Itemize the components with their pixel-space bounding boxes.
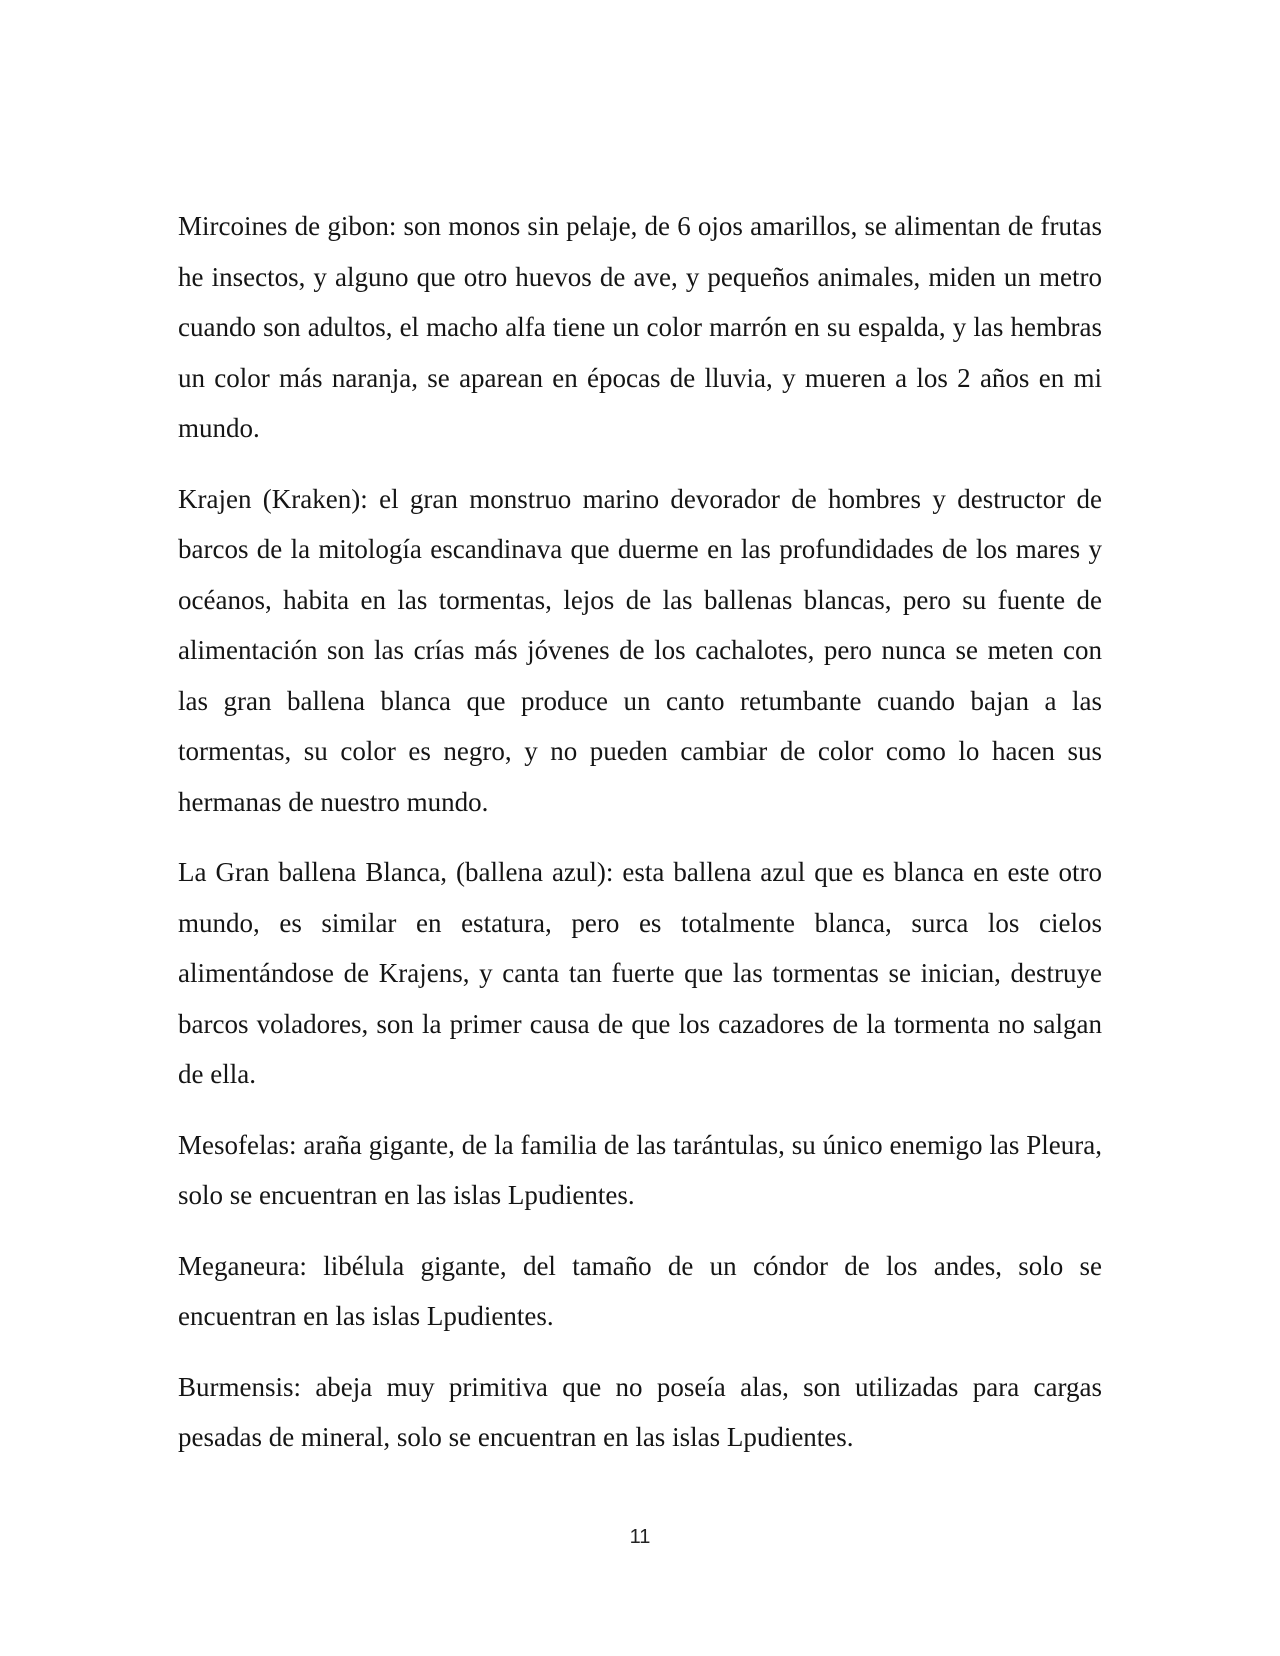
paragraph-burmensis: Burmensis: abeja muy primitiva que no poseía alas, son utilizadas para cargas pesadas de mineral, solo se encuentran en las islas Lpudientes. xyxy=(178,1371,1102,1452)
paragraph-mesofelas: Mesofelas: araña gigante, de la familia de las tarántulas, su único enemigo las Pleura, solo se encuentran en las islas Lpudientes. xyxy=(178,1129,1102,1210)
paragraph-mircoines-de-gibon: Mircoines de gibon: son monos sin pelaje, de 6 ojos amarillos, se alimentan de frutas he insectos, y alguno que otro huevos de ave, y pequeños animales, miden un metro cuando son adultos, el macho alfa tiene un color marrón en su espalda, y las hembras un color más naranja, se aparean en épocas de lluvia, y mueren a los 2 años en mi mundo. xyxy=(178,211,1102,443)
page-number: 11 xyxy=(629,1526,651,1548)
paragraph-gran-ballena-blanca: La Gran ballena Blanca, (ballena azul): esta ballena azul que es blanca en este otro mundo, es similar en estatura, pero es totalmente blanca, surca los cielos alimentándose de Krajens, y canta tan fuerte que las tormentas se inician, destruye barcos voladores, son la primer causa de que los cazadores de la tormenta no salgan de ella. xyxy=(178,857,1102,1089)
paragraph-meganeura: Meganeura: libélula gigante, del tamaño de un cóndor de los andes, solo se encuentran en las islas Lpudientes. xyxy=(178,1250,1102,1331)
paragraph-krajen: Krajen (Kraken): el gran monstruo marino devorador de hombres y destructor de barcos de la mitología escandinava que duerme en las profundidades de los mares y océanos, habita en las tormentas, lejos de las ballenas blancas, pero su fuente de alimentación son las crías más jóvenes de los cachalotes, pero nunca se meten con las gran ballena blanca que produce un canto retumbante cuando bajan a las tormentas, su color es negro, y no pueden cambiar de color como lo hacen sus hermanas de nuestro mundo. xyxy=(178,483,1102,817)
page-body xyxy=(178,201,1102,1483)
